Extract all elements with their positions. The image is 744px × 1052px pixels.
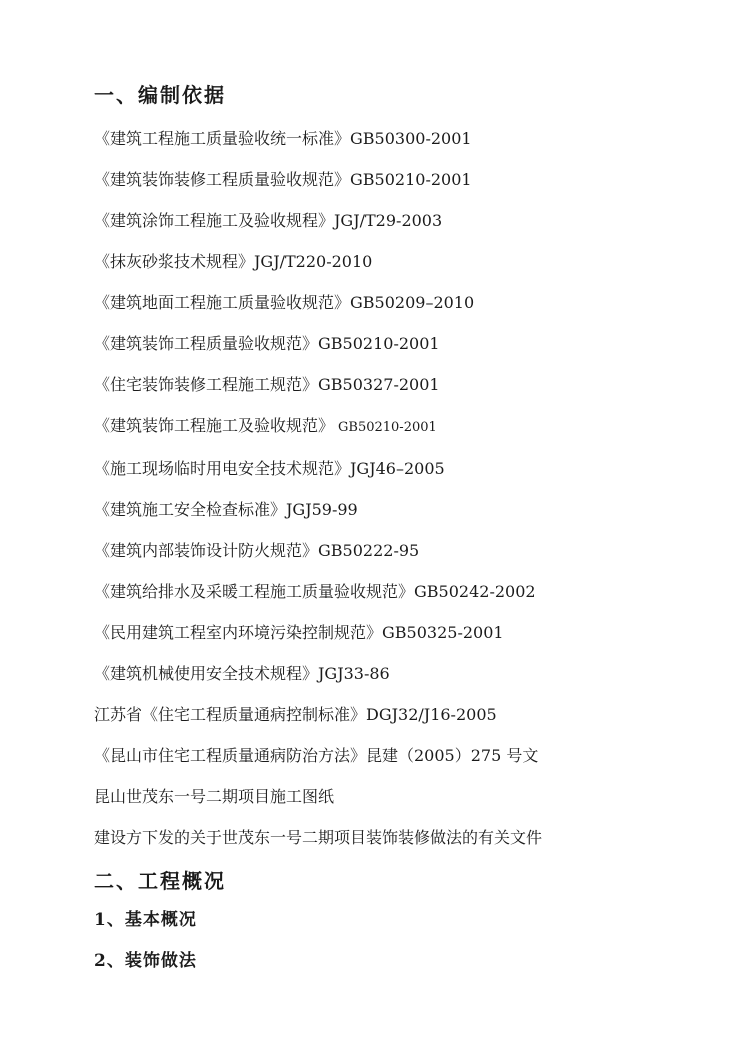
reference-line	[94, 418, 684, 436]
reference-line: 昆山世茂东一号二期项目施工图纸	[94, 787, 335, 806]
reference-line: 《建筑内部装饰设计防火规范》GB50222-95	[94, 541, 420, 560]
reference-line: 《建筑施工安全检查标准》JGJ59-99	[94, 500, 358, 519]
reference-line: 《建筑地面工程施工质量验收规范》GB50209–2010	[94, 293, 475, 312]
reference-line: 《建筑装饰装修工程质量验收规范》GB50210-2001	[94, 170, 472, 189]
section-heading-project-overview: 二、工程概况	[94, 869, 226, 893]
reference-line: 《建筑给排水及采暖工程施工质量验收规范》GB50242-2002	[94, 582, 536, 601]
reference-line: 建设方下发的关于世茂东一号二期项目装饰装修做法的有关文件	[94, 828, 543, 847]
reference-line: 《民用建筑工程室内环境污染控制规范》GB50325-2001	[94, 623, 504, 642]
reference-line: 《施工现场临时用电安全技术规范》JGJ46–2005	[94, 459, 445, 478]
reference-line: 《建筑机械使用安全技术规程》JGJ33-86	[94, 664, 390, 683]
reference-line: 《住宅装饰装修工程施工规范》GB50327-2001	[94, 375, 440, 394]
subheading-basic-overview: 1、基本概况	[94, 910, 197, 930]
reference-line: 《建筑涂饰工程施工及验收规程》JGJ/T29-2003	[94, 211, 443, 230]
reference-line: 《抹灰砂浆技术规程》JGJ/T220-2010	[94, 252, 373, 271]
reference-line: 《建筑装饰工程质量验收规范》GB50210-2001	[94, 334, 440, 353]
reference-line: 《昆山市住宅工程质量通病防治方法》昆建（2005）275 号文	[94, 746, 539, 765]
section-heading-compilation-basis: 一、编制依据	[94, 83, 226, 107]
reference-line: 江苏省《住宅工程质量通病控制标准》DGJ32/J16-2005	[94, 705, 497, 724]
subheading-decoration-method: 2、装饰做法	[94, 951, 197, 971]
reference-line: 《建筑工程施工质量验收统一标准》GB50300-2001	[94, 129, 472, 148]
reference-title: 《建筑装饰工程施工及验收规范》	[94, 416, 335, 435]
reference-code: GB50210-2001	[338, 420, 437, 435]
